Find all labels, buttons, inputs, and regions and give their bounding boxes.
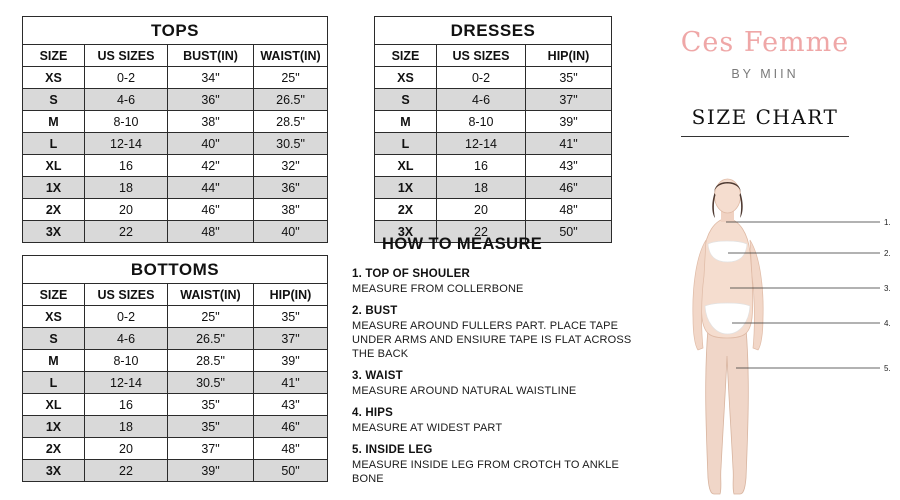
cell-hip: 43": [526, 155, 612, 177]
cell-waist: 39": [168, 460, 254, 482]
measure-item: [352, 305, 652, 361]
table-row: [23, 350, 328, 372]
table-row: [23, 221, 328, 243]
cell-hip: 35": [254, 306, 328, 328]
table-row: [23, 133, 328, 155]
column-header: HIP(IN): [254, 284, 328, 306]
measure-item-desc: MEASURE INSIDE LEG FROM CROTCH TO ANKLE BONE: [352, 459, 620, 485]
cell-waist: 32": [254, 155, 328, 177]
cell-waist: 40": [254, 221, 328, 243]
table-row: [23, 438, 328, 460]
tops-title: TOPS: [23, 17, 328, 45]
cell-size: M: [23, 350, 85, 372]
column-header: WAIST(IN): [254, 45, 328, 67]
cell-size: M: [375, 111, 437, 133]
measure-item: [352, 444, 652, 486]
bottoms-size-table-block: [22, 255, 327, 482]
column-header: BUST(IN): [168, 45, 254, 67]
table-row: [23, 89, 328, 111]
cell-size: 2X: [23, 199, 85, 221]
cell-hip: 39": [254, 350, 328, 372]
table-row: [23, 394, 328, 416]
measure-item-head: 1. TOP OF SHOULER: [352, 268, 470, 280]
cell-us-size: 4-6: [85, 89, 168, 111]
table-header-row: [375, 45, 612, 67]
cell-size: 3X: [23, 460, 85, 482]
table-title-row: [23, 256, 328, 284]
cell-size: XL: [23, 155, 85, 177]
dresses-size-table: [374, 16, 612, 243]
measure-item-desc: MEASURE AROUND NATURAL WAISTLINE: [352, 385, 577, 397]
table-row: [23, 306, 328, 328]
cell-size: 2X: [23, 438, 85, 460]
measure-item-head: 5. INSIDE LEG: [352, 444, 433, 456]
cell-waist: 37": [168, 438, 254, 460]
table-row: [23, 177, 328, 199]
cell-waist: 36": [254, 177, 328, 199]
cell-bust: 38": [168, 111, 254, 133]
cell-us-size: 18: [85, 177, 168, 199]
cell-hip: 50": [254, 460, 328, 482]
cell-bust: 46": [168, 199, 254, 221]
how-to-measure-title: HOW TO MEASURE: [382, 235, 543, 253]
column-header: WAIST(IN): [168, 284, 254, 306]
cell-us-size: 8-10: [85, 350, 168, 372]
measure-item: [352, 370, 652, 398]
cell-bust: 42": [168, 155, 254, 177]
callout-numbers: [884, 218, 891, 373]
cell-us-size: 20: [85, 199, 168, 221]
title-divider: [681, 136, 849, 137]
table-row: [23, 372, 328, 394]
cell-us-size: 4-6: [85, 328, 168, 350]
table-row: [375, 111, 612, 133]
table-row: [23, 111, 328, 133]
table-row: [375, 133, 612, 155]
measure-item: [352, 407, 652, 435]
cell-hip: 50": [526, 221, 612, 243]
cell-us-size: 22: [437, 221, 526, 243]
column-header: US SIZES: [85, 284, 168, 306]
cell-us-size: 8-10: [437, 111, 526, 133]
column-header: US SIZES: [85, 45, 168, 67]
cell-waist: 26.5": [254, 89, 328, 111]
table-row: [375, 67, 612, 89]
cell-us-size: 20: [437, 199, 526, 221]
figure-silhouette: [693, 179, 763, 494]
cell-us-size: 12-14: [85, 372, 168, 394]
cell-hip: 37": [526, 89, 612, 111]
cell-size: S: [23, 89, 85, 111]
callout-number: 1.: [884, 218, 891, 227]
cell-hip: 46": [254, 416, 328, 438]
table-row: [375, 199, 612, 221]
cell-us-size: 22: [85, 460, 168, 482]
callout-number: 5.: [884, 364, 891, 373]
cell-size: XS: [23, 306, 85, 328]
cell-bust: 40": [168, 133, 254, 155]
brand-byline: BY MIIN: [731, 67, 799, 81]
cell-size: S: [375, 89, 437, 111]
cell-us-size: 18: [85, 416, 168, 438]
cell-size: XS: [375, 67, 437, 89]
brand-name: Ces Femme: [680, 27, 850, 58]
table-row: [375, 155, 612, 177]
how-to-measure-section: [352, 235, 652, 495]
measure-item-head: 2. BUST: [352, 305, 398, 317]
cell-waist: 35": [168, 416, 254, 438]
cell-size: M: [23, 111, 85, 133]
cell-us-size: 16: [85, 394, 168, 416]
cell-us-size: 0-2: [437, 67, 526, 89]
cell-us-size: 4-6: [437, 89, 526, 111]
cell-waist: 30.5": [168, 372, 254, 394]
cell-us-size: 16: [437, 155, 526, 177]
dresses-title: DRESSES: [375, 17, 612, 45]
cell-hip: 41": [254, 372, 328, 394]
cell-size: L: [375, 133, 437, 155]
cell-us-size: 12-14: [437, 133, 526, 155]
column-header: US SIZES: [437, 45, 526, 67]
cell-size: 1X: [23, 416, 85, 438]
cell-size: 2X: [375, 199, 437, 221]
cell-waist: 25": [168, 306, 254, 328]
column-header: SIZE: [23, 284, 85, 306]
callout-number: 4.: [884, 319, 891, 328]
cell-bust: 44": [168, 177, 254, 199]
cell-us-size: 16: [85, 155, 168, 177]
cell-waist: 35": [168, 394, 254, 416]
table-title-row: [375, 17, 612, 45]
table-title-row: [23, 17, 328, 45]
table-row: [23, 328, 328, 350]
column-header: SIZE: [23, 45, 85, 67]
cell-hip: 46": [526, 177, 612, 199]
cell-waist: 28.5": [254, 111, 328, 133]
table-header-row: [23, 284, 328, 306]
cell-size: XL: [375, 155, 437, 177]
measure-item-desc: MEASURE FROM COLLERBONE: [352, 283, 524, 295]
table-row: [375, 89, 612, 111]
cell-hip: 39": [526, 111, 612, 133]
cell-waist: 30.5": [254, 133, 328, 155]
table-row: [23, 199, 328, 221]
measure-item-head: 3. WAIST: [352, 370, 403, 382]
cell-size: XS: [23, 67, 85, 89]
callout-number: 3.: [884, 284, 891, 293]
cell-waist: 26.5": [168, 328, 254, 350]
cell-us-size: 22: [85, 221, 168, 243]
measure-item-desc: MEASURE AROUND FULLERS PART. PLACE TAPE UNDER ARMS AND ENSIURE TAPE IS FLAT ACROSS THE BACK: [352, 320, 632, 360]
cell-us-size: 12-14: [85, 133, 168, 155]
page-title: SIZE CHART: [691, 105, 839, 129]
cell-us-size: 0-2: [85, 67, 168, 89]
cell-hip: 48": [526, 199, 612, 221]
cell-us-size: 0-2: [85, 306, 168, 328]
cell-hip: 37": [254, 328, 328, 350]
bottoms-title: BOTTOMS: [23, 256, 328, 284]
female-body-illustration: [648, 178, 900, 500]
cell-size: 3X: [23, 221, 85, 243]
measurement-figure: [648, 178, 900, 500]
table-row: [375, 177, 612, 199]
measure-item-desc: MEASURE AT WIDEST PART: [352, 422, 503, 434]
measure-item: [352, 268, 652, 296]
cell-us-size: 20: [85, 438, 168, 460]
brand-header: [640, 28, 890, 137]
dresses-size-table-block: [374, 16, 611, 243]
cell-hip: 48": [254, 438, 328, 460]
table-row: [23, 416, 328, 438]
cell-size: 3X: [375, 221, 437, 243]
cell-hip: 43": [254, 394, 328, 416]
column-header: SIZE: [375, 45, 437, 67]
cell-bust: 48": [168, 221, 254, 243]
cell-waist: 25": [254, 67, 328, 89]
cell-hip: 35": [526, 67, 612, 89]
cell-size: 1X: [375, 177, 437, 199]
bottoms-size-table: [22, 255, 328, 482]
measure-item-head: 4. HIPS: [352, 407, 394, 419]
cell-us-size: 18: [437, 177, 526, 199]
cell-size: S: [23, 328, 85, 350]
cell-size: L: [23, 372, 85, 394]
cell-waist: 28.5": [168, 350, 254, 372]
table-row: [23, 460, 328, 482]
tops-size-table: [22, 16, 328, 243]
cell-size: 1X: [23, 177, 85, 199]
tops-size-table-block: [22, 16, 327, 243]
table-header-row: [23, 45, 328, 67]
cell-size: XL: [23, 394, 85, 416]
callout-number: 2.: [884, 249, 891, 258]
cell-size: L: [23, 133, 85, 155]
cell-us-size: 8-10: [85, 111, 168, 133]
table-row: [23, 155, 328, 177]
table-row: [23, 67, 328, 89]
cell-bust: 34": [168, 67, 254, 89]
cell-bust: 36": [168, 89, 254, 111]
cell-hip: 41": [526, 133, 612, 155]
cell-waist: 38": [254, 199, 328, 221]
column-header: HIP(IN): [526, 45, 612, 67]
